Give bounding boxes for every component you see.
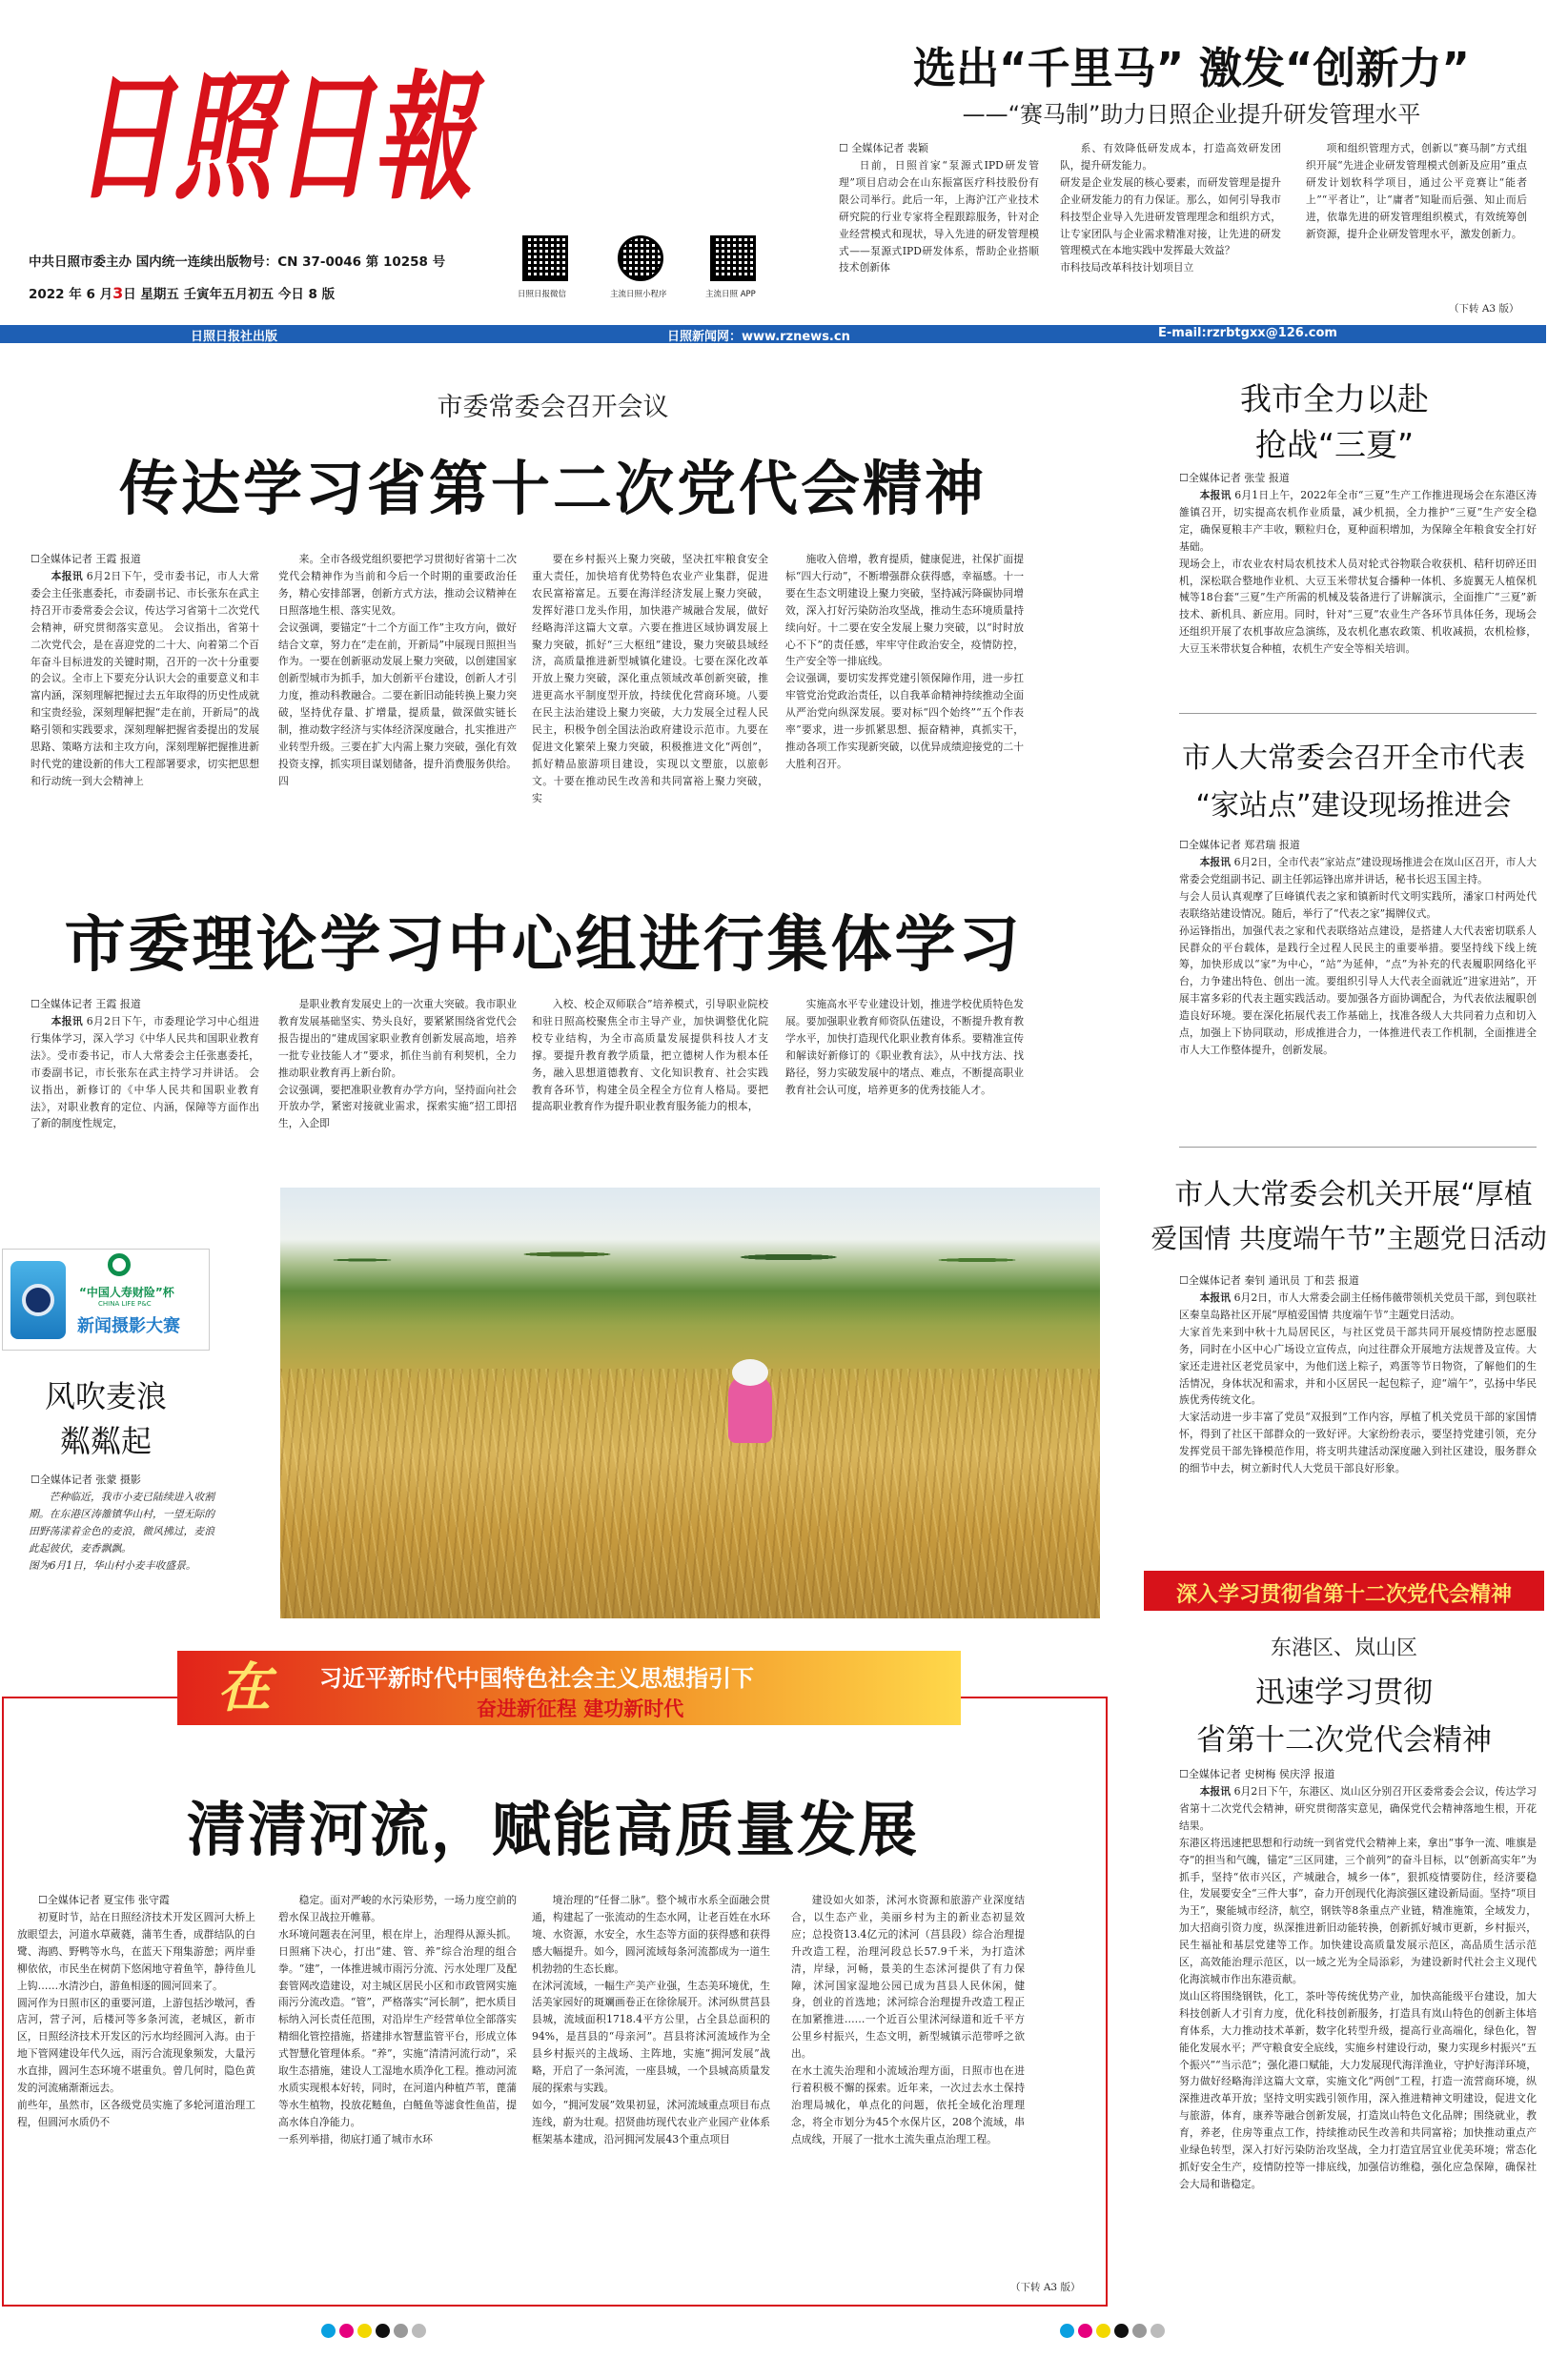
qr-app-icon[interactable] — [710, 235, 756, 281]
band-left: 日照日报社出版 — [191, 330, 278, 344]
photo-contest-badge — [2, 1249, 210, 1351]
story4-title-l1: 我市全力以赴 — [1240, 380, 1429, 417]
story5-title-l2: “家站点”建设现场推进会 — [1195, 789, 1512, 823]
color-dot-lightgrey — [412, 2324, 426, 2338]
story6-title-l1: 市人大常委会机关开展“厚植 — [1174, 1178, 1533, 1211]
story1-col3: 要在乡村振兴上聚力突破，坚决扛牢粮食安全重大责任，加快培育优势特色农业产业集群，促进农民富裕富足。五要在海洋经济发展上聚力突破，发挥好港口龙头作用，加快港产城融合发展，做好经略海洋这篇大文章。六要在推进区域协调发展上聚力突破，抓好“三大枢纽”建设，聚力突破县域经济，高质量推进新型城镇化建设。七要在深化改革开放上聚力突破，深化重点领域改革创新突破，推进更高水平制度型开放，持续优化营商环境。八要在民主法治建设上聚力突破，大力发展全过程人民民主，积极争创全国法治政府建设示范市。九要在促进文化繁荣上聚力突破，积极推进文化“两创”，抓好精品旅游项目建设，实现以文塑旅，以旅彰文。十要在推动民生改善和共同富裕上聚力突破，实 — [532, 553, 768, 804]
story2-col4: 实施高水平专业建设计划，推进学校优质特色发展。要加强职业教育师资队伍建设，不断提升教育教学水平，加快打造现代化职业教育体系。要精准宣传和解读好新修订的《职业教育法》，从中找方法、找路径，努力实破发展中的堵点、难点，不断提高职业教育社会认可度，培养更多的优秀技能人才。 — [785, 998, 1024, 1096]
date-day: 3 — [112, 284, 124, 302]
story1-title: 传达学习省第十二次党代会精神 — [118, 454, 987, 523]
story5-byline: ☐全媒体记者 郑君瑞 报道 — [1179, 839, 1300, 851]
qr-miniprogram-icon[interactable] — [618, 235, 663, 281]
story7-title-l2: 省第十二次党代会精神 — [1196, 1723, 1492, 1758]
color-dot-yellow — [1096, 2324, 1110, 2338]
top-story-title: 选出“千里马” 激发“创新力” — [913, 43, 1470, 93]
story7-kicker: 东港区、岚山区 — [1270, 1636, 1417, 1660]
farmer-hat — [732, 1359, 768, 1386]
theme-banner-line1: 习近平新时代中国特色社会主义思想指引下 — [319, 1665, 754, 1692]
story2-col3: 入校、校企双师联合”培养模式，引导职业院校和驻日照高校聚焦全市主导产业，加快调整优化院校专业结构，为全市高质量发展提供科技人才支撑。要提升教育教学质量，把立德树人作为根本任务，融入思想道德教育、文化知识教育、社会实践教育各环节，构建全员全程全方位育人格局。要把提高职业教育作为提升职业教育服务能力的根本， — [532, 998, 768, 1113]
theme-banner-line2: 奋进新征程 建功新时代 — [477, 1697, 684, 1720]
top-story-col3: 项和组织管理方式，创新以“赛马制”方式组织开展“先进企业研发管理模式创新及应用”重点研发计划软科学项目，通过公平竞赛让“能者上”“平者让”，让“庸者”知耻而后强、知止而后进，依靠先进的研发管理组织模式，有效统筹创新资源，提升企业研发管理水平，激发创新力。 — [1306, 142, 1527, 240]
wheat-texture — [280, 1369, 1100, 1618]
top-story-col2: 系、有效降低研发成本，打造高效研发团队，提升研发能力。 研发是企业发展的核心要素，而研发管理是提升企业研发能力的有力保证。那么，如何引导我市科技型企业导入先进研发管理理念和组织方式，让专家团队与企业需求精准对接，让先进的研发管理模式在本地实践中发挥最大效益？ 市科技局改革科技计划项目立 — [1060, 142, 1281, 274]
qr-label-wechat: 日照日报微信 — [518, 290, 567, 299]
story2-byline: ☐全媒体记者 王霞 报道 — [31, 998, 141, 1010]
color-dot-magenta — [339, 2324, 354, 2338]
story1-col1: 本报讯 6月2日下午，受市委书记，市人大常委会主任张惠委托，市委副书记、市长张东在武主持召开市委常委会会议，传达学习省第十二次党代会精神，研究贯彻落实意见。 会议指出，省第十二次党代会，是在喜迎党的二十大、向着第二个百年奋斗目标进发的关键时期，召开的一次十分重要的会议。全市上下要充分认识大会的重要意义和丰富内涵，深刻理解把握过去五年取得的历史性成就和宝贵经验，深刻理解把握“走在前，开新局”的战略引领和实践要求，深刻理解把握省委提出的发展思路、策略方法和主攻方向，深刻理解把握推进新时代党的建设新的伟大工程部署要求，切实把思想和行动统一到大会精神上 — [31, 570, 259, 787]
qr-label-miniprogram: 主流日照小程序 — [610, 290, 667, 299]
story3-frame-top-right — [961, 1697, 1108, 1698]
story3-col1: 初夏时节，站在日照经济技术开发区圆河大桥上放眼望去，河道水草葳蕤，蒲苇生香，成群结队的白鹭、海鸥、野鸭等水鸟，在蓝天下翔集游憩；两岸垂柳依依，市民坐在树荫下悠闲地守着鱼竿，静待鱼儿上钩……水清沙白，游鱼相逐的圆河回来了。 圆河作为日照市区的重要河道，上游包括沙墩河，香店河，营子河，后楼河等多条河流，老城区，新市区，日照经济技术开发区的污水均经圆河入海。由于地下管网建设年代久远，雨污合流现象频发，大量污水直排，圆河生态环境不堪重负。曾几何时，隐色黄发的河流痛渐渐远去。 前些年，虽然市，区各级党员实施了多轮河道治理工程，但圆河水质仍不 — [17, 1911, 255, 2128]
badge-contest: 新闻摄影大赛 — [77, 1316, 180, 1336]
top-story-byline: ☐ 全媒体记者 裴颖 — [839, 142, 928, 154]
photo-byline: ☐全媒体记者 张蒙 摄影 — [31, 1474, 141, 1486]
qr-label-app: 主流日照 APP — [705, 290, 756, 299]
publisher-line: 中共日照市委主办 国内统一连续出版物号：CN 37-0046 第 10258 号 — [29, 254, 446, 270]
qr-wechat-icon[interactable] — [522, 235, 568, 281]
camera-lens-icon — [22, 1284, 54, 1316]
color-dot-black — [1114, 2324, 1129, 2338]
photo-title-l1: 风吹麦浪 — [44, 1378, 167, 1414]
story3-col3: 境治理的“任督二脉”。整个城市水系全面融会贯通，构建起了一张流动的生态水网，让老百姓在水环境、水资源，水安全，水生态等方面的获得感和获得感大幅提升。如今，圆河流域每条河流都成为一道生机勃勃的生态长廊。 在沭河流域，一幅生产美产业强，生态美环境优，生活美家园好的斑斓画卷正在徐徐展开。沭河纵贯莒县县城，流域面积1718.4平方公里，占全县总面积的94%，是莒县的“母亲河”。莒县将沭河流域作为全县乡村振兴的主战场、主阵地，实施“拥河发展”战略，开启了一条河流，一座县城，一个县城高质量发展的探索与实践。 如今，“拥河发展”效果初显，沭河流域重点项目布点连线，蔚为壮观。招贤曲坊现代农业产业园产业体系框架基本建成，沿河拥河发展43个重点项目 — [532, 1894, 770, 2145]
color-bar-left — [321, 2324, 430, 2342]
story7-byline: ☐全媒体记者 史树梅 侯庆浮 报道 — [1179, 1768, 1335, 1780]
masthead-logo — [74, 19, 485, 219]
story4-title-l2: 抢战“三夏” — [1254, 426, 1415, 463]
china-life-logo-icon — [108, 1253, 131, 1276]
color-bar-right — [1060, 2324, 1169, 2342]
story5-title-l1: 市人大常委会召开全市代表 — [1182, 742, 1525, 775]
story3-frame-top-left — [2, 1697, 177, 1698]
tree-line — [280, 1226, 1100, 1283]
badge-en: CHINA LIFE P&C — [98, 1300, 152, 1308]
top-story-col1: 日前，日照首家“泵源式IPD研发管理”项目启动会在山东振富医疗科技股份有限公司举行。此后一年，上海沪江产业技术研究院的行业专家将全程跟踪服务，针对企业经营模式和现状，导入先进的研发管理模式——泵源式IPD研发体系，帮助企业搭顺技术创新体 — [839, 159, 1039, 274]
story6-body: 本报讯 6月2日，市人大常委会副主任杨伟薇带领机关党员干部，到包联社区秦皇岛路社区开展“厚植爱国情 共度端午节”主题党日活动。 大家首先来到中秋十九局居民区，与社区党员干部共同开展疫情防控志愿服务，同时在小区中心广场设立宣传点，向过往群众开展地方法规普及宣传。大家还走进社区老党员家中，为他们送上粽子，鸡蛋等节日物资，了解他们的生活情况，身体状况和需求，并和小区居民一起包粽子，迎“端午”，弘扬中华民族优秀传统文化。 大家活动进一步丰富了党员“双报到”工作内容，厚植了机关党员干部的家国情怀，得到了社区干部群众的一致好评。大家纷纷表示，要坚持党建引领，充分发挥党员干部先锋模范作用，将支明共建活动深度融入到社区建设，服务群众的细节中去，树立新时代人大党员干部良好形象。 — [1179, 1291, 1537, 1475]
issue-date: 2022 年 6 月3日 星期五 壬寅年五月初五 今日 8 版 — [29, 284, 336, 302]
color-dot-grey — [1132, 2324, 1147, 2338]
story4-body: 本报讯 6月1日上午，2022年全市“三夏”生产工作推进现场会在东港区涛雒镇召开，切实提高农机作业质量，减少机损，全力推护“三夏”生产安全稳定，确保夏粮丰产丰收，颗粒归仓，夏种面积增加，为保障全年粮食安全打好基础。 现场会上，市农业农村局农机技术人员对轮式谷物联合收获机、秸秆切碎还田机，深松联合整地作业机、大豆玉米带状复合播种一体机、多旋翼无人植保机械等18台套“三夏”生产所需的机械及装备进行了讲解演示，全面推广“三夏”新技术、新机具、新应用。同时，针对“三夏”农业生产各环节具体任务，现场会还组织开展了农机事故应急演练，及农机化惠农政策、机收减损，农机检修，大豆玉米带状复合种植，农机生产安全等相关培训。 — [1179, 489, 1537, 656]
story2-col1: 本报讯 6月2日下午，市委理论学习中心组进行集体学习，深入学习《中华人民共和国职业教育法》。受市委书记，市人大常委会主任张惠委托，市委副书记，市长张东在武主持学习并讲话。 会议指出，新修订的《中华人民共和国职业教育法》，对职业教育的定位、内涵，保障等方面作出了新的制度性规定， — [31, 1015, 259, 1130]
story3-jump: （下转 A3 版） — [1010, 2282, 1081, 2293]
divider-right-1 — [1179, 713, 1537, 714]
color-dot-magenta — [1078, 2324, 1092, 2338]
color-dot-cyan — [321, 2324, 336, 2338]
story3-title: 清清河流，赋能高质量发展 — [186, 1795, 919, 1864]
story3-col4: 建设如火如荼，沭河水资源和旅游产业深度结合，以生态产业，美丽乡村为主的新业态初显效应；总投资13.4亿元的沭河（莒县段）综合治理提升改造工程，治理河段总长57.9千米，为打造沭清，岸绿，河畅，景美的生态沭河提供了有力保障，沭河国家湿地公园已成为莒县人民休闲，健身，创业的首选地；沭河综合治理提升改造工程正在加紧推进……一个近百公里沭河绿道和近千平方公里乡村振兴，生态文明，新型城镇示范带呼之欲出。 在水土流失治理和小流域治理方面，日照市也在进行着积极不懈的探索。近年来，一次过去水土保持治理局城化，单点化的问题，依托全域化治理理念，将全市划分为45个水保片区，208个流域，串点成线，开展了一批水土流失重点治理工程。 — [791, 1894, 1025, 2145]
story7-body: 本报讯 6月2日下午，东港区、岚山区分别召开区委常委会会议，传达学习省第十二次党代会精神，研究贯彻落实意见，确保党代会精神落地生根，开花结果。 东港区将迅速把思想和行动统一到省党代会精神上来，拿出“事争一流、唯旗是夺”的担当和气魄，锚定“三区同建，三个前列”的奋斗目标，以“创新高实年”为抓手，坚持“依市兴区，产城融合，城乡一体”，狠抓疫情要防住，经济要稳住，发展要安全“三件大事”，奋力开创现代化海滨强区建设新局面。坚持“项目为王”，聚能城市经济，航空，钢铁等8条重点产业链，精准施策，全域发力，加大招商引资力度，纵深推进新旧动能转换，创新抓好城市更新，乡村振兴，民生福祉和基层党建等工作。加快建设高质量发展示范区，高品质生活示范区，高效能治理示范区，以一域之光为全局添彩，为建设新时代社会主义现代化海滨城市作出东港贡献。 岚山区将围绕钢铁，化工，茶叶等传统优势产业，加快高能级平台建设，加大科技创新人才引育力度，优化科技创新服务，打造具有岚山特色的创新主体培育体系，大力推动技术革新，数字化转型升级，提高行业高端化，绿色化，智能化发展水平；严守粮食安全底线，实施乡村建设行动，聚力实现乡村振兴“五个振兴”“当示范”；强化港口赋能，大力发展现代海洋渔业，守护好海洋环境，努力做好经略海洋这篇大文章，实施文化“两创”工程，打造一流营商环境，纵深推进改革开放；坚持文明实践引领作用，深入推进精神文明建设，促进文化与旅游，体育，康养等融合创新发展，打造岚山特色文化品牌；围绕就业，教育，养老，住房等重点工作，持续推动民生改善和共同富裕；加快推动重点产业绿色转型，深入打好污染防治攻坚战，全力打造宜居宜业优美环境；常态化抓好安全生产，疫情防控等一排底线，加强信访维稳，强化应急保障，确保社会大局和谐稳定。 — [1179, 1785, 1537, 2190]
story3-col2: 稳定。面对严峻的水污染形势，一场力度空前的碧水保卫战拉开帷幕。 水环境问题表在河里，根在岸上，治理得从源头抓。日照痛下决心，打出“建、管、养”综合治理的组合拳。“建”，一体推进城市雨污分流、污水处理厂及配套管网改造建设，对主城区居民小区和市政管网实施雨污分流改造。“管”，严格落实“河长制”，把水质目标纳入河长责任范围，对沿岸生产经营单位全部落实精细化管控措施，搭建排水智慧监管平台，形成立体式智慧化管理体系。“养”，实施“清清河流行动”，采取生态措施，建设人工湿地水质净化工程。推动河流水质实现根本好转，同时，在河道内种植芦苇，蓖蒲等水生植物，投放花鲢鱼，白鲢鱼等滤食性鱼苗，提高水体自净能力。 一系列举措，彻底打通了城市水环 — [278, 1894, 517, 2145]
photo-title-l2: 粼粼起 — [59, 1423, 152, 1459]
story6-title-l2: 爱国情 共度端午节”主题党日活动 — [1151, 1223, 1547, 1254]
story7-title-l1: 迅速学习贯彻 — [1255, 1676, 1433, 1710]
story1-col2: 来。全市各级党组织要把学习贯彻好省第十二次党代会精神作为当前和今后一个时期的重要政治任务，精心安排部署，创新方式方法，推动会议精神在日照落地生根、落实见效。 会议强调，要锚定“十二个方面工作”主攻方向，做好结合文章，努力在“走在前，开新局”中展现日照担当作为。一要在创新驱动发展上聚力突破，以创建国家创新型城市为抓手，加大创新平台建设，创新人才引力度，推动科教融合。二要在新旧动能转换上聚力突破，坚持优存量、扩增量，提质量，做深做实链长制，推动数字经济与实体经济深度融合，扎实推进产业转型升级。三要在扩大内需上聚力突破，强化有效投资支撑，抓实项目谋划储备，提升消费服务供给。四 — [278, 553, 517, 787]
story1-byline: ☐全媒体记者 王霞 报道 — [31, 553, 141, 565]
divider-right-2 — [1179, 1147, 1537, 1148]
story1-kicker: 市委常委会召开会议 — [437, 393, 669, 422]
color-dot-yellow — [357, 2324, 372, 2338]
logo-calligraphy-icon — [74, 19, 485, 219]
svg-text:日照日報: 日照日報 — [74, 57, 485, 219]
story3-byline: ☐全媒体记者 夏宝伟 张守霞 — [38, 1894, 170, 1906]
color-dot-grey — [394, 2324, 408, 2338]
theme-banner-char: 在 — [217, 1657, 271, 1719]
band-right[interactable]: E-mail:rzrbtgxx@126.com — [1158, 326, 1337, 340]
story6-byline: ☐全媒体记者 秦钊 通讯员 丁和芸 报道 — [1179, 1274, 1359, 1287]
photo-caption: 芒种临近，我市小麦已陆续进入收割期。在东港区涛雒镇华山村，一望无际的田野荡漾着金色的麦浪，微风拂过，麦浪此起彼伏，麦香飘飘。 图为6月1日，华山村小麦丰收盛景。 — [29, 1491, 214, 1572]
top-story-jump: （下转 A3 版） — [1449, 303, 1519, 315]
side-banner-text: 深入学习贯彻省第十二次党代会精神 — [1175, 1583, 1512, 1607]
band-center[interactable]: 日照新闻网：www.rznews.cn — [667, 330, 850, 344]
story5-body: 本报讯 6月2日，全市代表“家站点”建设现场推进会在岚山区召开，市人大常委会党组副书记、副主任郭运锋出席并讲话，秘书长迟玉国主持。 与会人员认真观摩了巨峰镇代表之家和镇新时代文明实践所，潘家口村两处代表联络站建设情况。随后，举行了“代表之家”揭牌仪式。 孙运锋指出，加强代表之家和代表联络站点建设，是搭建人大代表密切联系人民群众的平台载体，是践行全过程人民民主的重要举措。要坚持线下线上统筹，加快形成以“家”为中心，“站”为延伸，“点”为补充的代表履职网络化平台，力争建出特色、创出一流。要组织引导人大代表全面就近“进家进站”，开展丰富多彩的代表主题实践活动。要加强各方面协调配合，为代表依法履职创造良好环境。要在深化拓展代表工作基础上，找准各级人大共同着力点和切入点，加强上下协同联动，形成推进合力，一体推进代表工作机制，全面推进全市人大工作整体提升，创新发展。 — [1179, 856, 1537, 1056]
color-dot-lightgrey — [1151, 2324, 1165, 2338]
badge-sponsor: “中国人寿财险”杯 — [79, 1286, 174, 1299]
story2-title: 市委理论学习中心组进行集体学习 — [64, 910, 1023, 981]
color-dot-black — [376, 2324, 390, 2338]
story2-col2: 是职业教育发展史上的一次重大突破。我市职业教育发展基础坚实、势头良好，要紧紧围绕省党代会报告提出的“建成国家职业教育创新发展高地，培养一批专业技能人才”要求，抓住当前有利契机，全力推动职业教育再上新台阶。 会议强调，要把准职业教育办学方向，坚持面向社会开放办学，紧密对接就业需求，探索实施“招工即招生，入企即 — [278, 998, 517, 1130]
wheat-field-photo — [280, 1188, 1100, 1618]
story1-col4: 施收入倍增，教育提质，健康促进，社保扩面提标“四大行动”，不断增强群众获得感，幸福感。十一要在生态文明建设上聚力突破，坚持减污降碳协同增效，深入打好污染防治攻坚战，推动生态环境质量持续向好。十二要在安全发展上聚力突破，以“时时放心不下”的责任感，牢牢守住政治安全，疫情防控，生产安全等一排底线。 会议强调，要切实发挥党建引领保障作用，进一步扛牢管党治党政治责任，以自我革命精神持续推动全面从严治党向纵深发展。要对标“四个始终”“五个作表率”要求，进一步抓紧思想、振奋精神，真抓实干，推动各项工作实现新突破，以优异成绩迎接党的二十大胜利召开。 — [785, 553, 1024, 770]
story4-byline: ☐全媒体记者 张莹 报道 — [1179, 472, 1290, 484]
color-dot-cyan — [1060, 2324, 1074, 2338]
top-story-subtitle: ——“赛马制”助力日照企业提升研发管理水平 — [962, 101, 1421, 128]
